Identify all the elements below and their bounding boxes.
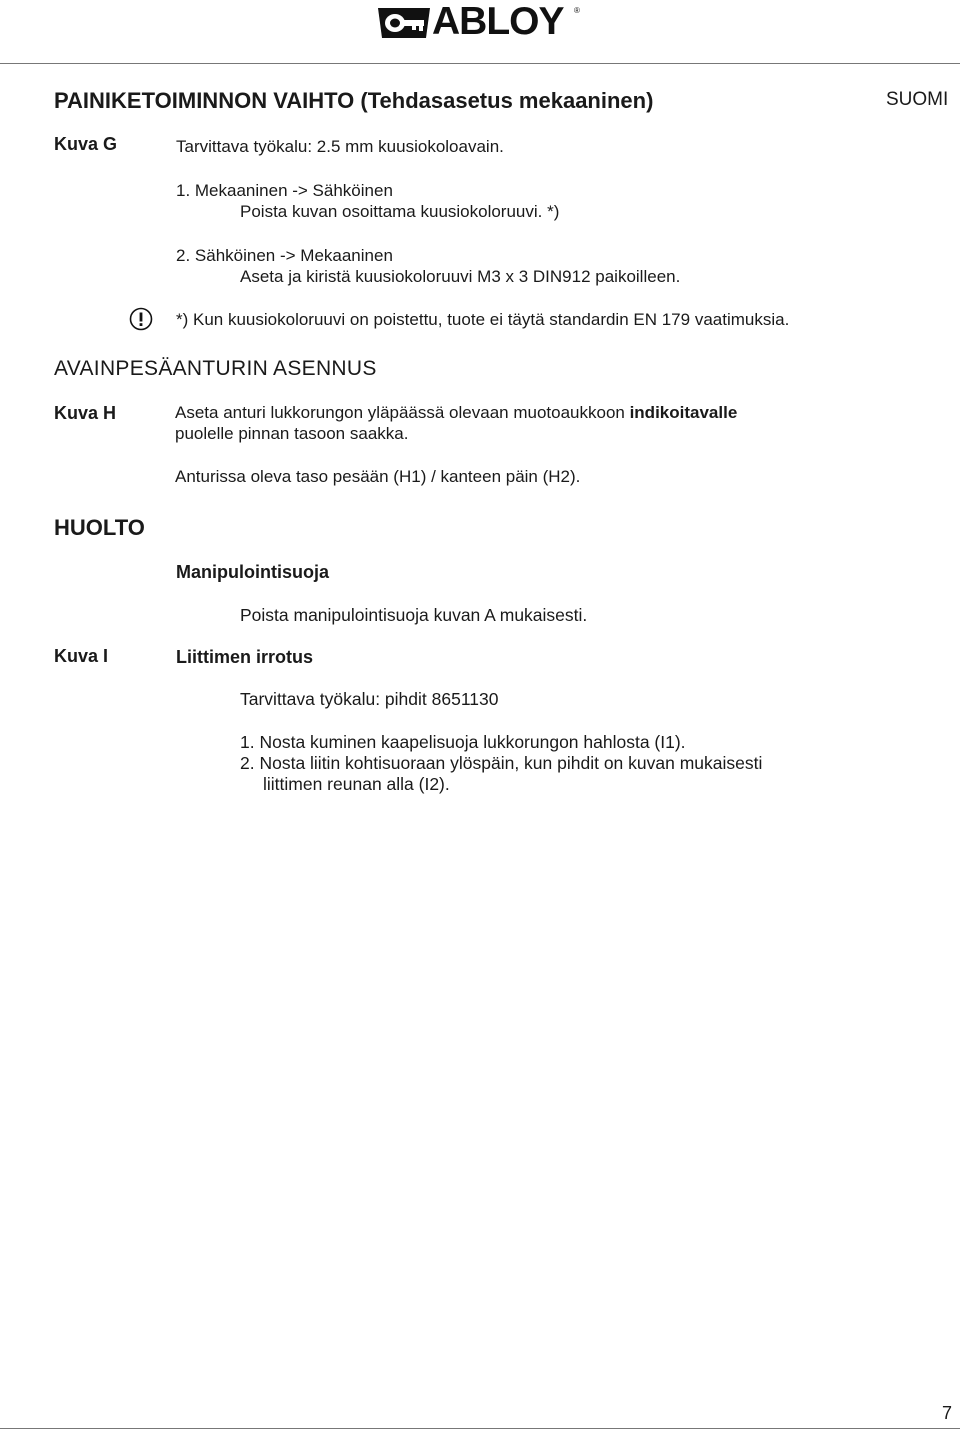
tool-text-g: Tarvittava työkalu: 2.5 mm kuusiokoloavain. <box>176 137 504 156</box>
tool-text-i: Tarvittava työkalu: pihdit 8651130 <box>240 689 499 709</box>
section-title-service: HUOLTO <box>54 515 145 540</box>
warning-note: *) Kun kuusiokoloruuvi on poistettu, tuote ei täytä standardin EN 179 vaatimuksia. <box>176 310 790 329</box>
step2-title: 2. Sähköinen -> Mekaaninen <box>176 246 393 265</box>
key-emblem-icon <box>376 4 432 42</box>
page-number: 7 <box>942 1403 953 1423</box>
service-step2-line2: liittimen reunan alla (I2). <box>263 774 450 794</box>
service-step1: 1. Nosta kuminen kaapelisuoja lukkorungon hahlosta (I1). <box>240 732 686 752</box>
header-divider <box>0 63 960 64</box>
sensor-instruction-text: Aseta anturi lukkorungon yläpäässä olevaan muotoaukkoon <box>175 403 630 422</box>
sensor-instruction-emphasis: indikoitavalle <box>629 403 738 422</box>
language-label: SUOMI <box>886 89 949 110</box>
brand-name: ABLOY <box>432 0 564 43</box>
section-title-button-mode: PAINIKETOIMINNON VAIHTO (Tehdasasetus mekaaninen) <box>54 88 654 113</box>
step1-title: 1. Mekaaninen -> Sähköinen <box>176 181 393 200</box>
figure-label-i: Kuva I <box>54 646 109 666</box>
connector-removal-title: Liittimen irrotus <box>176 647 314 667</box>
tamper-guard-title: Manipulointisuoja <box>176 562 329 582</box>
figure-label-g: Kuva G <box>54 134 118 154</box>
registered-mark: ® <box>574 6 580 15</box>
exclamation-icon <box>129 307 153 331</box>
sensor-orientation: Anturissa oleva taso pesään (H1) / kanteen päin (H2). <box>175 467 581 486</box>
step1-text: Poista kuvan osoittama kuusiokoloruuvi. *) <box>240 202 560 221</box>
tamper-guard-text: Poista manipulointisuoja kuvan A mukaisesti. <box>240 605 588 625</box>
section-title-sensor: AVAINPESÄANTURIN ASENNUS <box>54 357 377 380</box>
step2-text: Aseta ja kiristä kuusiokoloruuvi M3 x 3 DIN912 paikoilleen. <box>240 267 681 286</box>
figure-label-h: Kuva H <box>54 403 117 423</box>
service-step2-line1: 2. Nosta liitin kohtisuoraan ylöspäin, kun pihdit on kuvan mukaisesti <box>240 753 763 773</box>
sensor-instruction-line1 <box>175 402 737 423</box>
footer-divider <box>0 1428 960 1429</box>
sensor-instruction-line2: puolelle pinnan tasoon saakka. <box>175 424 409 443</box>
